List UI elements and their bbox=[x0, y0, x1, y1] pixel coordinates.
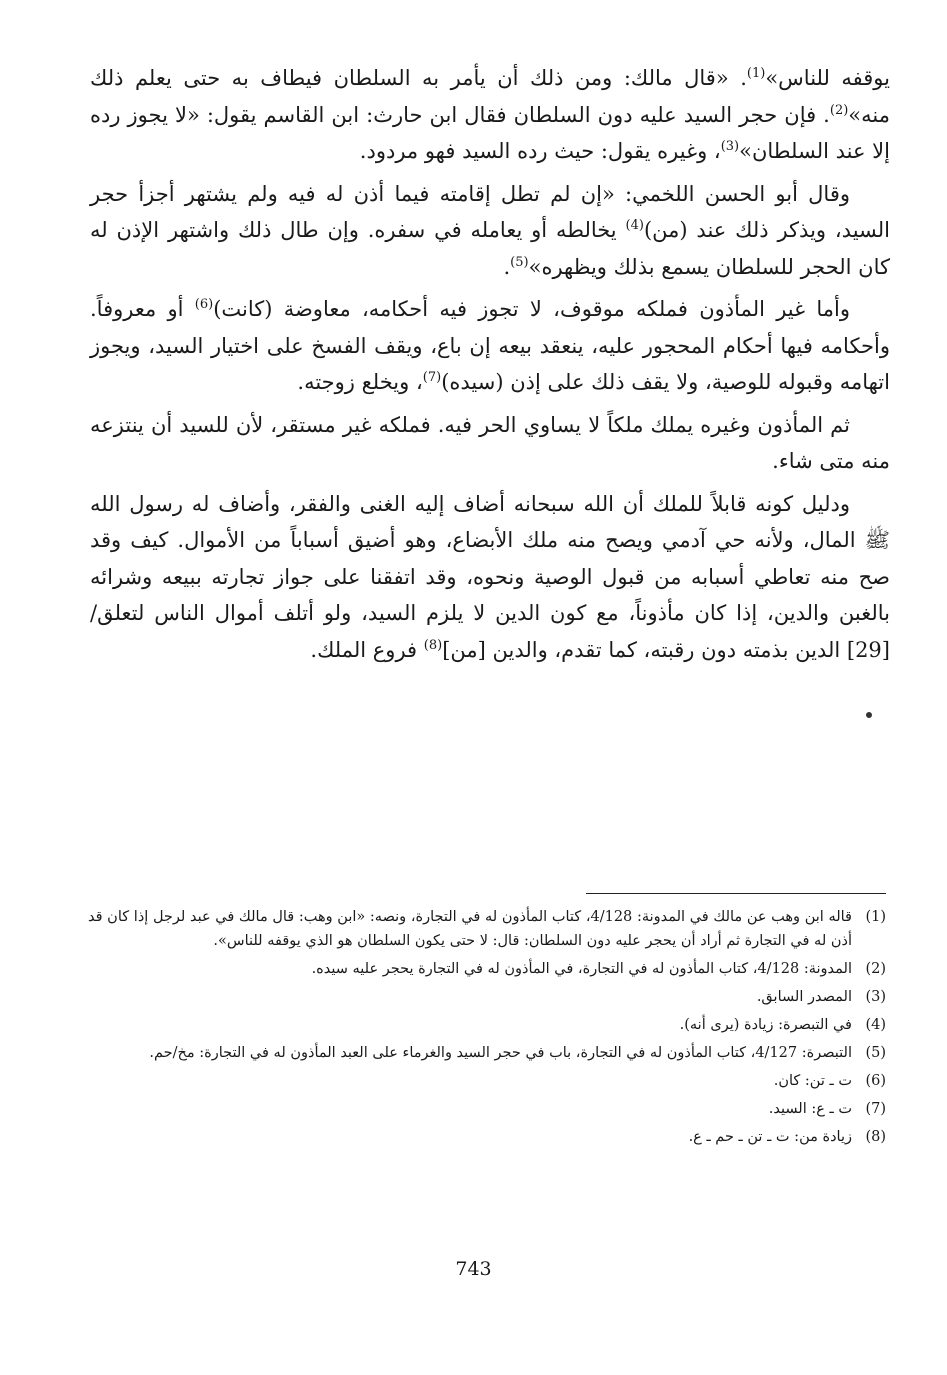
footnote-text: قاله ابن وهب عن مالك في المدونة: 4/128، كتاب المأذون له في التجارة، ونصه: «ابن وهب: قال مالك في عبد لرجل إذا كان قد أذن له في التجارة ثم أراد أن يحجر عليه دون السلطان: قال: لا حتى يكون السلطان هو الذي يوقفه للناس». bbox=[88, 909, 852, 949]
ink-mark bbox=[866, 712, 872, 718]
footnote bbox=[88, 1041, 890, 1065]
paragraph bbox=[90, 486, 890, 669]
paragraph bbox=[90, 407, 890, 480]
footnote-number bbox=[852, 1013, 890, 1037]
paragraph bbox=[90, 60, 890, 170]
footnote bbox=[88, 957, 890, 981]
footnotes bbox=[88, 905, 890, 1153]
paragraph-text: يخالطه أو يعامله في سفره. وإن طال ذلك واشتهر الإذن له كان الحجر للسلطان يسمع بذلك ويظهره» bbox=[90, 218, 890, 279]
paragraph-text: ، وغيره يقول: حيث رده السيد فهو مردود. bbox=[359, 139, 721, 163]
footnote-ref: (3) bbox=[720, 139, 740, 154]
footnote bbox=[88, 905, 890, 953]
paragraph-text: أو معروفاً. وأحكامه فيها أحكام المحجور عليه، ينعقد بيعه إن باع، ويقف الفسخ على اختيار السيد، ويجوز اتهامه وقبوله للوصية، ولا يقف ذلك على إذن (سيده) bbox=[90, 297, 890, 394]
paragraph-text: ثم المأذون وغيره يملك ملكاً لا يساوي الحر فيه. فملكه غير مستقر، لأن للسيد أن ينتزعه منه متى شاء. bbox=[90, 412, 890, 473]
footnote-text: زيادة من: ت ـ تن ـ حم ـ ع. bbox=[688, 1129, 852, 1145]
footnote bbox=[88, 1069, 890, 1093]
footnote-text: ت ـ تن: كان. bbox=[773, 1073, 852, 1089]
paragraph-text: فروع الملك. bbox=[310, 637, 424, 662]
footnote-ref: (7) bbox=[422, 370, 442, 385]
footnote-number bbox=[852, 905, 890, 929]
paragraph-text: وقال أبو الحسن اللخمي: «إن لم تطل إقامته فيما أذن له فيه ولم يشتهر أجزأ حجر السيد، ويذكر ذلك عند (من) bbox=[90, 181, 891, 242]
footnote-text: ت ـ ع: السيد. bbox=[768, 1101, 852, 1117]
footnote-number-label: (3) bbox=[865, 989, 886, 1005]
paragraph-text: ، ويخلع زوجته. bbox=[297, 370, 423, 394]
footnote-number bbox=[852, 1069, 890, 1093]
footnote-number-label: (6) bbox=[865, 1073, 886, 1089]
footnote-ref: (1) bbox=[746, 66, 766, 81]
footnote bbox=[88, 1097, 890, 1121]
footnote-number-label: (5) bbox=[865, 1045, 886, 1061]
paragraph bbox=[90, 291, 890, 401]
paragraph bbox=[90, 176, 890, 286]
footnote-number bbox=[852, 1097, 890, 1121]
footnote-number bbox=[852, 985, 890, 1009]
footnote-text: التبصرة: 4/127، كتاب المأذون له في التجارة، باب في حجر السيد والغرماء على العبد المأذون له في التجارة: مخ/حم. bbox=[149, 1045, 852, 1061]
footnote-number-label: (2) bbox=[865, 961, 886, 977]
footnote bbox=[88, 1013, 890, 1037]
paragraph-text: ودليل كونه قابلاً للملك أن الله سبحانه أضاف إليه الغنى والفقر، وأضاف له رسول الله ﷺ المال، ولأنه حي آدمي ويصح منه ملك الأبضاع، وهو أضيق أسباباً من الأموال. كيف وقد صح منه تعاطي أسبابه من قبول الوصية ونحوه، وقد اتفقنا على جواز تجارته ببيعه وشرائه بالغبن والدين، إذا كان مأذوناً، مع كون الدين لا يلزم السيد، ولو أتلف أموال الناس لتعلق/ [29] الدين بذمته دون رقبته، كما تقدم، والدين [من] bbox=[90, 491, 890, 662]
footnote-number-label: (7) bbox=[865, 1101, 886, 1117]
footnote-ref: (6) bbox=[194, 297, 214, 312]
paragraph-text: يوقفه للناس» bbox=[765, 66, 890, 90]
page-number: 743 bbox=[455, 1258, 492, 1280]
footnote-number bbox=[852, 1041, 890, 1065]
footnote-separator bbox=[586, 893, 886, 894]
footnote-number bbox=[852, 1125, 890, 1149]
footnote-ref: (4) bbox=[625, 218, 644, 233]
footnote-ref: (2) bbox=[829, 102, 849, 118]
footnote bbox=[88, 1125, 890, 1149]
main-text bbox=[90, 60, 890, 674]
footnote-number-label: (8) bbox=[865, 1129, 886, 1145]
footnote-number-label: (1) bbox=[865, 909, 886, 925]
paragraph-text: وأما غير المأذون فملكه موقوف، لا تجوز فيه أحكامه، معاوضة (كانت) bbox=[213, 297, 851, 321]
footnote-number-label: (4) bbox=[865, 1017, 886, 1033]
paragraph-text: . «قال مالك: ومن ذلك أن يأمر به السلطان فيطاف به حتى يعلم ذلك منه» bbox=[90, 66, 890, 127]
footnote-text: في التبصرة: زيادة (يرى أنه). bbox=[679, 1017, 852, 1033]
footnote-ref: (5) bbox=[510, 254, 529, 270]
paragraph-text: . فإن حجر السيد عليه دون السلطان فقال ابن حارث: ابن القاسم يقول: «لا يجوز رده إلا عند السلطان» bbox=[90, 102, 890, 163]
footnote-text: المصدر السابق. bbox=[756, 989, 852, 1005]
footnote-text: المدونة: 4/128، كتاب المأذون له في التجارة، في المأذون له في التجارة يحجر عليه سيده. bbox=[311, 961, 852, 977]
footnote-ref: (8) bbox=[423, 637, 443, 653]
footnote-number bbox=[852, 957, 890, 981]
footnote bbox=[88, 985, 890, 1009]
paragraph-text: . bbox=[503, 254, 511, 279]
